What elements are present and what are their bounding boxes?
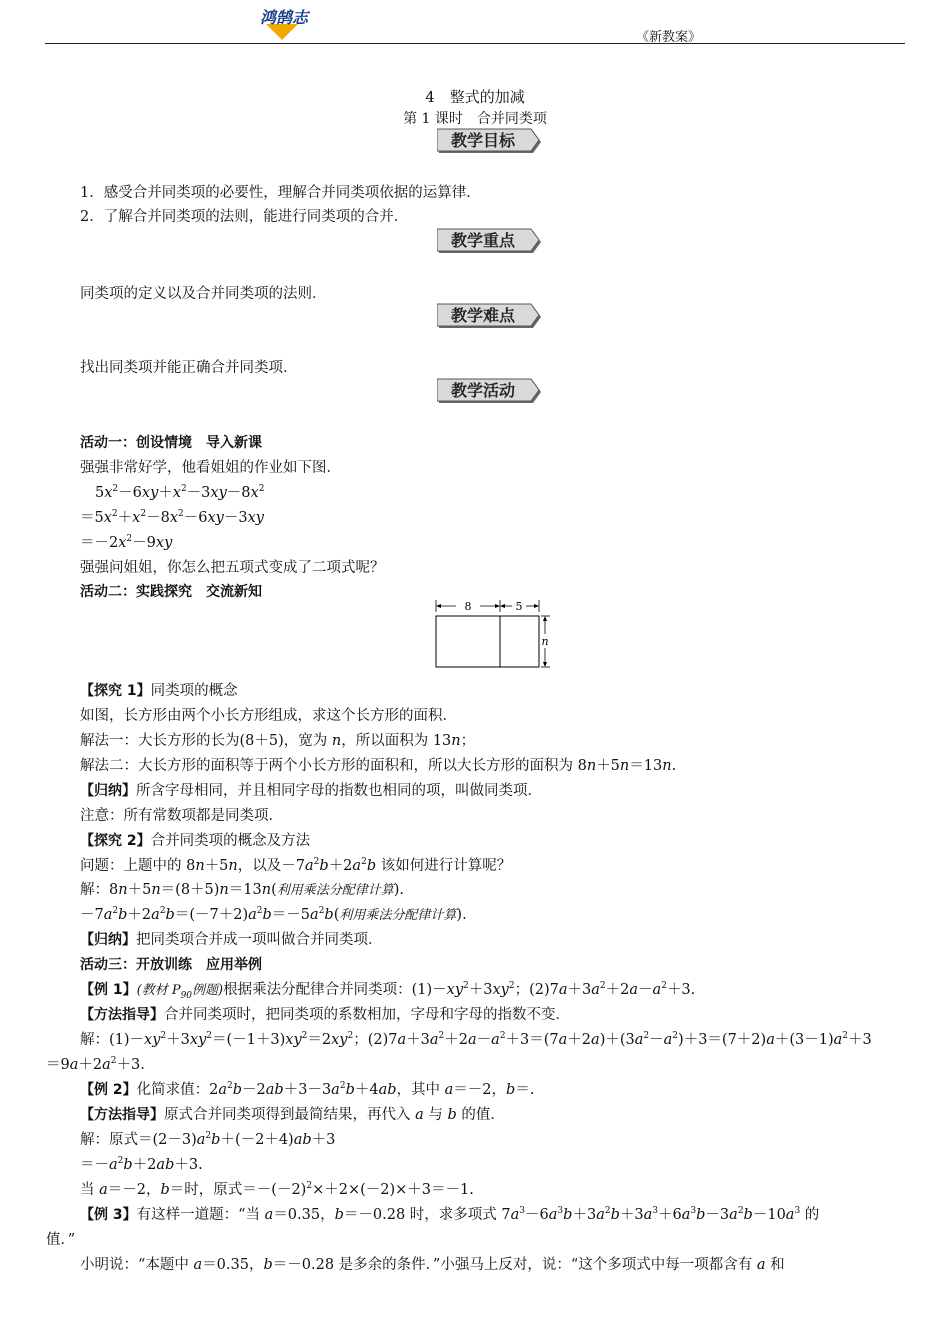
summary-1: 【归纳】所含字母相同，并且相同字母的指数也相同的项，叫做同类项． (80, 783, 542, 799)
width-label-5: 5 (515, 600, 523, 613)
banner-activities (437, 378, 545, 406)
explore2-problem: 问题：上题中的 8n＋5n，以及$-7a^2b+2a^2b$ 该如何进行计算呢？ (80, 857, 512, 874)
banner-difficulties-text: 教学难点 (450, 306, 516, 325)
example2-step1: 解：原式$=(2-3)a^2b+(-2+4)ab+3$ (80, 1131, 336, 1148)
method-guide-2: 【方法指导】原式合并同类项得到最简结果，再代入 a 与 b 的值． (80, 1107, 505, 1123)
header-rule (45, 43, 905, 44)
explore2-solution-2: $-7a^2b+2a^2b=(-7+2)a^2b=-5a^2b$(利用乘法分配律计算). (80, 906, 467, 923)
activity1-question: 强强问姐姐，你怎么把五项式变成了二项式呢？ (80, 560, 385, 576)
banner-key-points-text: 教学重点 (450, 231, 516, 250)
banner-objectives (437, 128, 545, 156)
example1: 【例 1】(教材 $P_{90}$例题)根据乘法分配律合并同类项：$(1)-xy^2+3xy^2$；$(2)7a+3a^2+2a-a^2+3$. (80, 981, 696, 1001)
homework-line-1: $5x^2-6xy+x^2-3xy-8x^2$ (95, 484, 265, 501)
note-constants: 注意：所有常数项都是同类项． (80, 808, 283, 824)
difficulty-text: 找出同类项并能正确合并同类项． (80, 360, 298, 376)
method-one: 解法一：大长方形的长为(8＋5)，宽为 n，所以面积为 13n； (80, 733, 476, 749)
activity3-heading: 活动三：开放训练 应用举例 (80, 957, 262, 973)
summary-2: 【归纳】把同类项合并成一项叫做合并同类项． (80, 932, 383, 948)
example2: 【例 2】化简求值：$2a^2b-2ab+3-3a^2b+4ab$，其中 a＝－2，b＝. (80, 1081, 535, 1098)
publisher-logo (248, 6, 320, 40)
explore2-solution-1: 解：8n＋5n＝(8＋5)n＝13n(利用乘法分配律计算). (80, 882, 405, 898)
objective-2: 2．了解合并同类项的法则，能进行同类项的合并． (80, 209, 409, 225)
activity1-intro: 强强非常好学，他看姐姐的作业如下图． (80, 460, 341, 476)
banner-difficulties (437, 303, 545, 331)
explore2-line: 【探究 2】合并同类项的概念及方法 (80, 833, 311, 849)
method-two: 解法二：大长方形的面积等于两个小长方形的面积和，所以大长方形的面积为 8n＋5n＝13n. (80, 758, 677, 774)
activity1-heading: 活动一：创设情境 导入新课 (80, 435, 262, 451)
svg-text:鸿鹄志: 鸿鹄志 (259, 8, 309, 27)
activity2-heading: 活动二：实践探究 交流新知 (80, 584, 262, 600)
header-series-label: 《新教案》 (636, 30, 702, 45)
lesson-title: 4 整式的加减 (425, 88, 525, 106)
example2-step3: 当 a＝－2，b＝时，原式$=-(-2)^2\times+2\times(-2)\times+3=-1$. (80, 1181, 474, 1198)
xiaoming-statement: 小明说：“本题中 a＝0.35，b＝－0.28 是多余的条件．”小强马上反对，说：“这个多项式中每一项都含有 a 和 (80, 1257, 785, 1273)
example1-solution: 解：$(1)-xy^2+3xy^2=(-1+3)xy^2=2xy^2$；$(2)7a+3a^2+2a-a^2+3=(7a+2a)+(3a^2-a^2)+3=(7+2)a+(3-1)a^2+3$ (80, 1031, 872, 1048)
large-rectangle (436, 616, 539, 667)
rectangle-figure (428, 596, 552, 670)
objective-1: 1．感受合并同类项的必要性，理解合并同类项依据的运算律． (80, 185, 481, 201)
example2-step2: $=-a^2b+2ab+3$. (80, 1156, 203, 1173)
example1-solution-cont: $=9a+2a^2+3$. (46, 1056, 145, 1073)
height-label-n: n (541, 635, 549, 648)
banner-key-points (437, 228, 545, 256)
banner-activities-text: 教学活动 (450, 381, 516, 400)
homework-line-3: $=-2x^2-9xy$ (80, 534, 173, 551)
explore1-line: 【探究 1】同类项的概念 (80, 683, 238, 699)
example3: 【例 3】有这样一道题：“当 a＝0.35，b＝－0.28 时，求多项式 $7a^3-6a^3b+3a^2b+3a^3+6a^3b-3a^2b-10a^3$ 的 (80, 1206, 820, 1223)
width-label-8: 8 (464, 600, 472, 613)
lesson-subtitle: 第 1 课时 合并同类项 (403, 111, 547, 127)
method-guide-1: 【方法指导】合并同类项时，把同类项的系数相加，字母和字母的指数不变． (80, 1007, 570, 1023)
key-point-text: 同类项的定义以及合并同类项的法则． (80, 286, 327, 302)
explore1-text: 如图，长方形由两个小长方形组成，求这个长方形的面积． (80, 708, 457, 724)
example3-cont: 值．” (46, 1232, 76, 1248)
homework-line-2: $=5x^2+x^2-8x^2-6xy-3xy$ (80, 509, 264, 526)
banner-objectives-text: 教学目标 (450, 131, 516, 150)
